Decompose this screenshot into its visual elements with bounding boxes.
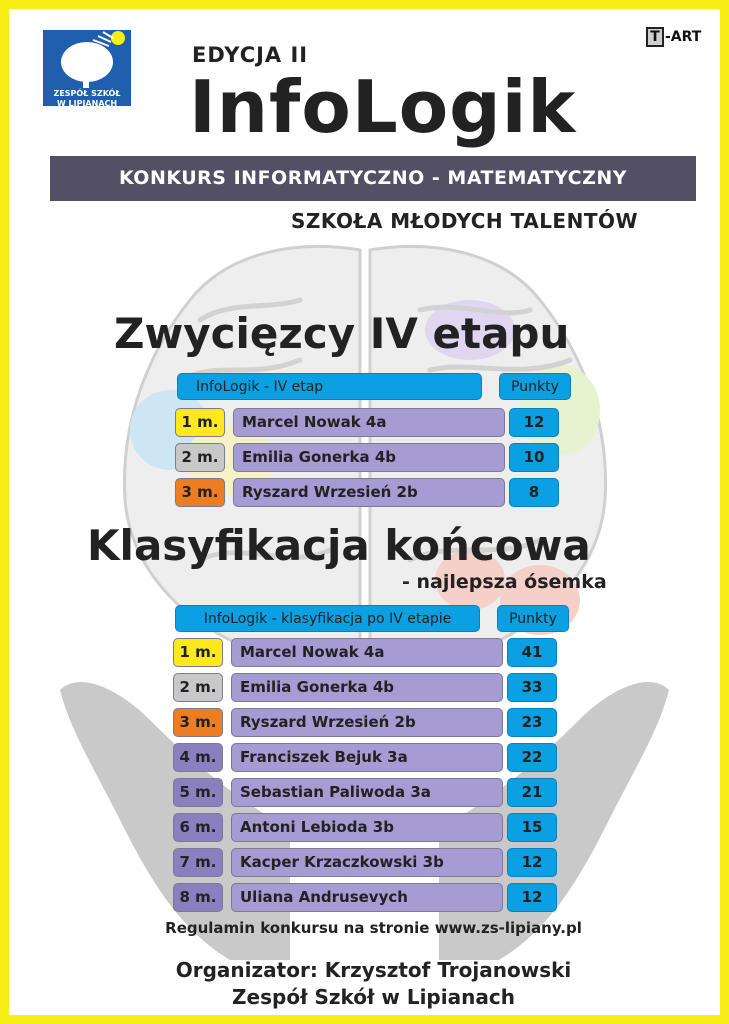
organizer xyxy=(9,957,729,1011)
winners-heading: Zwycięzcy IV etapu xyxy=(114,309,570,358)
edition-label: EDYCJA II xyxy=(192,43,309,67)
place-badge: 6 m. xyxy=(173,813,223,842)
participant-name: Emilia Gonerka 4b xyxy=(233,443,505,472)
points-value: 12 xyxy=(507,883,557,912)
points-value: 10 xyxy=(509,443,559,472)
school-logo-text xyxy=(43,89,131,109)
logo-line-2: W LIPIANACH xyxy=(56,99,118,108)
brand-t-box: T xyxy=(646,27,664,47)
participant-name: Uliana Andrusevych xyxy=(231,883,503,912)
points-value: 41 xyxy=(507,638,557,667)
participant-name: Sebastian Paliwoda 3a xyxy=(231,778,503,807)
place-badge: 3 m. xyxy=(175,478,225,507)
participant-name: Franciszek Bejuk 3a xyxy=(231,743,503,772)
participant-name: Kacper Krzaczkowski 3b xyxy=(231,848,503,877)
final-table-header: InfoLogik - klasyfikacja po IV etapie xyxy=(175,605,480,632)
participant-name: Emilia Gonerka 4b xyxy=(231,673,503,702)
points-value: 22 xyxy=(507,743,557,772)
points-value: 8 xyxy=(509,478,559,507)
points-value: 15 xyxy=(507,813,557,842)
points-value: 33 xyxy=(507,673,557,702)
points-value: 12 xyxy=(509,408,559,437)
place-badge: 2 m. xyxy=(173,673,223,702)
participant-name: Ryszard Wrzesień 2b xyxy=(233,478,505,507)
final-heading: Klasyfikacja końcowa xyxy=(87,521,591,570)
participant-name: Ryszard Wrzesień 2b xyxy=(231,708,503,737)
points-value: 23 xyxy=(507,708,557,737)
place-badge: 2 m. xyxy=(175,443,225,472)
participant-name: Marcel Nowak 4a xyxy=(231,638,503,667)
banner: KONKURS INFORMATYCZNO - MATEMATYCZNY xyxy=(50,156,696,201)
winners-points-header: Punkty xyxy=(499,373,571,400)
place-badge: 7 m. xyxy=(173,848,223,877)
organizer-school: Zespół Szkół w Lipianach xyxy=(232,985,515,1009)
points-value: 21 xyxy=(507,778,557,807)
place-badge: 8 m. xyxy=(173,883,223,912)
place-badge: 5 m. xyxy=(173,778,223,807)
points-value: 12 xyxy=(507,848,557,877)
logo-line-1: ZESPÓŁ SZKÓŁ xyxy=(53,89,121,98)
page-title: InfoLogik xyxy=(189,65,577,149)
final-subheading: - najlepsza ósemka xyxy=(402,571,607,593)
final-points-header: Punkty xyxy=(497,605,569,632)
winners-table-header: InfoLogik - IV etap xyxy=(177,373,482,400)
organizer-name: Organizator: Krzysztof Trojanowski xyxy=(175,958,572,982)
place-badge: 1 m. xyxy=(173,638,223,667)
participant-name: Marcel Nowak 4a xyxy=(233,408,505,437)
rules-note: Regulamin konkursu na stronie www.zs-lipiany.pl xyxy=(165,919,582,937)
place-badge: 4 m. xyxy=(173,743,223,772)
tree-icon xyxy=(43,30,131,90)
place-badge: 1 m. xyxy=(175,408,225,437)
participant-name: Antoni Lebioda 3b xyxy=(231,813,503,842)
brand-mark xyxy=(646,27,701,47)
place-badge: 3 m. xyxy=(173,708,223,737)
subtitle: SZKOŁA MŁODYCH TALENTÓW xyxy=(291,209,639,233)
brand-text: -ART xyxy=(665,29,702,45)
